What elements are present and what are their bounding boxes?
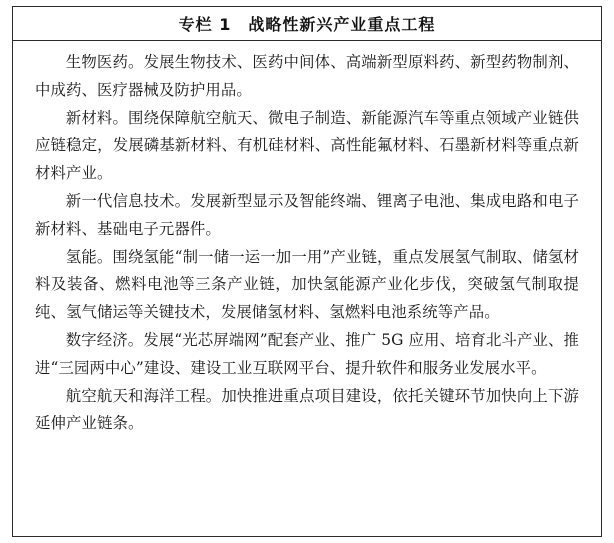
paragraph-digital-economy: 数字经济。发展“光芯屏端网”配套产业、推广 5G 应用、培育北斗产业、推进“三园两中心”建设、建设工业互联网平台、提升软件和服务业发展水平。 (35, 330, 579, 377)
callout-body (13, 41, 601, 536)
page-title: 专栏 1 战略性新兴产业重点工程 (178, 15, 436, 34)
paragraph-new-materials: 新材料。围绕保障航空航天、微电子制造、新能源汽车等重点领域产业链供应链稳定，发展磷基新材料、有机硅材料、高性能氟材料、石墨新材料等重点新材料产业。 (35, 108, 579, 182)
callout-title-row (13, 7, 601, 40)
paragraph-next-gen-it: 新一代信息技术。发展新型显示及智能终端、锂离子电池、集成电路和电子新材料、基础电子元器件。 (35, 191, 579, 238)
paragraph-aerospace-marine: 航空航天和海洋工程。加快推进重点项目建设，依托关键环节加快向上下游延伸产业链条。 (35, 386, 579, 433)
paragraph-biomedicine: 生物医药。发展生物技术、医药中间体、高端新型原料药、新型药物制剂、中成药、医疗器械及防护用品。 (35, 53, 579, 99)
paragraph-hydrogen-energy: 氢能。围绕氢能“制一储一运一加一用”产业链，重点发展氢气制取、储氢材料及装备、燃料电池等三条产业链，加快氢能源产业化步伐，突破氢气制取提纯、氢气储运等关键技术，发展储氢材料、氢燃料电池系统等产品。 (35, 247, 579, 321)
